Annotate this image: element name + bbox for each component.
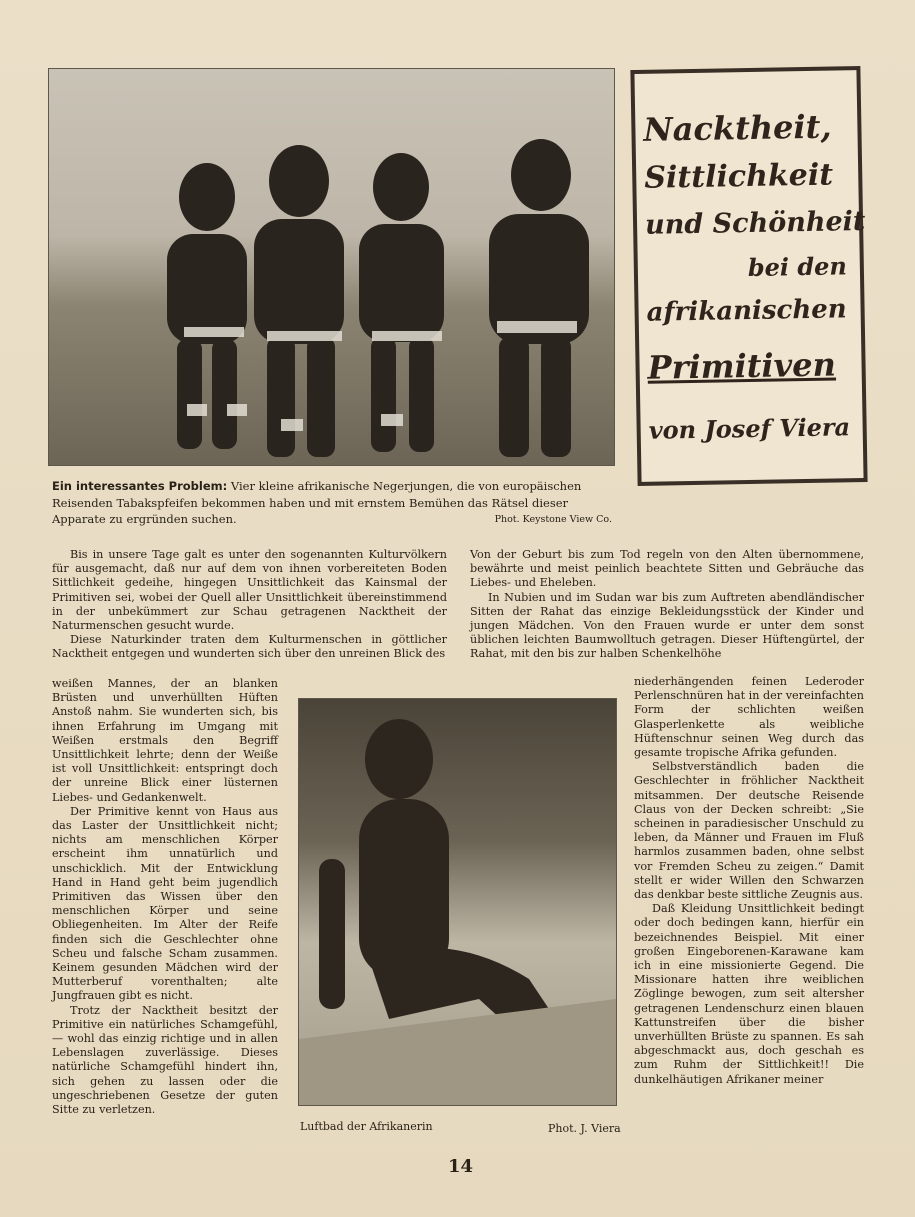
caption-text: Vier kleine afrikanische Negerjungen, die von europäischen Reisenden Tabakspfeifen bekommen haben und mit ernstem Bemühen das Rätsel dieser Apparate zu ergründen suchen. bbox=[52, 479, 582, 527]
photo-four-boys bbox=[48, 68, 615, 466]
top-photo-caption bbox=[52, 478, 612, 528]
paragraph: Der Primitive kennt von Haus aus das Laster der Unsittlichkeit nicht; nichts am menschlichen Körper erscheint ihm unnatürlich und unschicklich. Mit der Entwicklung Hand in Hand geht beim jugendlich Primitiven das Wissen über den menschlichen Körper und seine Obliegenheiten. Im Alter der Reife finden sich die Geschlechter ohne Scheu und falsche Scham zusammen. Keinem gesunden Mädchen wird der Mutterberuf vorenthalten; alte Jungfrauen gibt es nicht. bbox=[52, 804, 278, 1003]
paragraph: Trotz der Nacktheit besitzt der Primitive ein natürliches Schamgefühl, — wohl das einzig richtige und in allen Lebenslagen zuverlässige. Dieses natürliche Schamgefühl hindert ihn, sich gehen zu lassen oder die ungeschriebenen Gesetze der guten Sitte zu verletzen. bbox=[52, 1003, 278, 1117]
boys-illustration bbox=[49, 69, 614, 465]
title-line-4: bei den bbox=[747, 251, 848, 283]
right-column-narrow bbox=[634, 675, 864, 1087]
paragraph: Von der Geburt bis zum Tod regeln von den Alten übernommene, bewährte und meist peinlich beachtete Sitten und Gebräuche das Liebes- und Eheleben. bbox=[470, 548, 864, 590]
title-line-1: Nacktheit, bbox=[643, 107, 832, 149]
paragraph: Daß Kleidung Unsittlichkeit bedingt oder doch bedingen kann, hierfür ein bezeichnendes Beispiel. Mit einer großen Eingeborenen-Karawane kam ich in eine missionierte Gegend. Die Missionare hatten ihre weiblichen Zöglinge bewogen, zum seit altersher getragenen Lendenschurz einen blauen Kattunstreifen über die bisher unverhüllten Brüste zu spannen. Es sah abgeschmackt aus, doch geschah es zum Ruhm der Sittlichkeit!! Die dunkelhäutigen Afrikaner meiner bbox=[634, 902, 864, 1086]
title-line-6: Primitiven bbox=[647, 345, 837, 387]
article-title-block bbox=[630, 66, 867, 486]
top-photo-credit: Phot. Keystone View Co. bbox=[494, 514, 612, 526]
paragraph: weißen Mannes, der an blanken Brüsten und unverhüllten Hüften Anstoß nahm. Sie wunderten sich, bis ihnen Erfahrung im Umgang mit Weißen erstmals den Begriff Unsittlichkeit lehrte; denn der Weiße ist voll Unsittlichkeit: entspringt doch der unreine Blick einer lüsternen Liebes- und Gedankenwelt. bbox=[52, 677, 278, 804]
title-line-2: Sittlichkeit bbox=[643, 157, 834, 196]
photo-woman bbox=[298, 698, 617, 1106]
left-column-narrow bbox=[52, 677, 278, 1117]
woman-illustration bbox=[299, 699, 616, 1105]
right-column-top bbox=[470, 548, 864, 662]
paragraph: Bis in unsere Tage galt es unter den sogenannten Kulturvölkern für ausgemacht, daß nur auf dem von ihnen vorbereiteten Boden Sittlichkeit gedeihe, hingegen Unsittlichkeit das Kainsmal der Primitiven sei, wobei der Quell aller Unsittlichkeit übereinstimmend in der unbekümmert zur Schau getragenen Nacktheit der Naturmenschen gesucht wurde. bbox=[52, 548, 447, 633]
paragraph: niederhängenden feinen Lederoder Perlenschnüren hat in der vereinfachten Form der schlichten weißen Glasperlenkette als weibliche Hüftenschnur seinen Weg durch das gesamte tropische Afrika gefunden. bbox=[634, 675, 864, 760]
middle-photo-caption: Luftbad der Afrikanerin bbox=[300, 1120, 433, 1133]
caption-lead: Ein interessantes Problem: bbox=[52, 479, 228, 493]
title-line-5: afrikanischen bbox=[646, 294, 847, 328]
paragraph: Diese Naturkinder traten dem Kulturmenschen in göttlicher Nacktheit entgegen und wunderten sich über den unreinen Blick des bbox=[52, 633, 447, 661]
title-line-7: von Josef Viera bbox=[648, 412, 851, 445]
paragraph: Selbstverständlich baden die Geschlechter in fröhlicher Nacktheit mitsammen. Der deutsche Reisende Claus von der Decken schreibt: „Sie scheinen in paradiesischer Unschuld zu leben, da Männer und Frauen im Fluß harmlos zusammen baden, ohne selbst vor Fremden Scheu zu zeigen.“ Damit stellt er wider Willen den Schwarzen das denkbar beste sittliche Zeugnis aus. bbox=[634, 760, 864, 902]
title-line-3: und Schönheit bbox=[644, 205, 866, 241]
paragraph: In Nubien und im Sudan war bis zum Auftreten abendländischer Sitten der Rahat das einzige Bekleidungsstück der Kinder und jungen Mädchen. Von den Frauen wurde er unter dem sonst üblichen leichten Baumwolltuch getragen. Dieser Hüftengürtel, der Rahat, mit den bis zur halben Schenkelhöhe bbox=[470, 590, 864, 661]
middle-photo-credit: Phot. J. Viera bbox=[548, 1122, 621, 1135]
page-number: 14 bbox=[448, 1156, 474, 1177]
left-column-top bbox=[52, 548, 447, 662]
